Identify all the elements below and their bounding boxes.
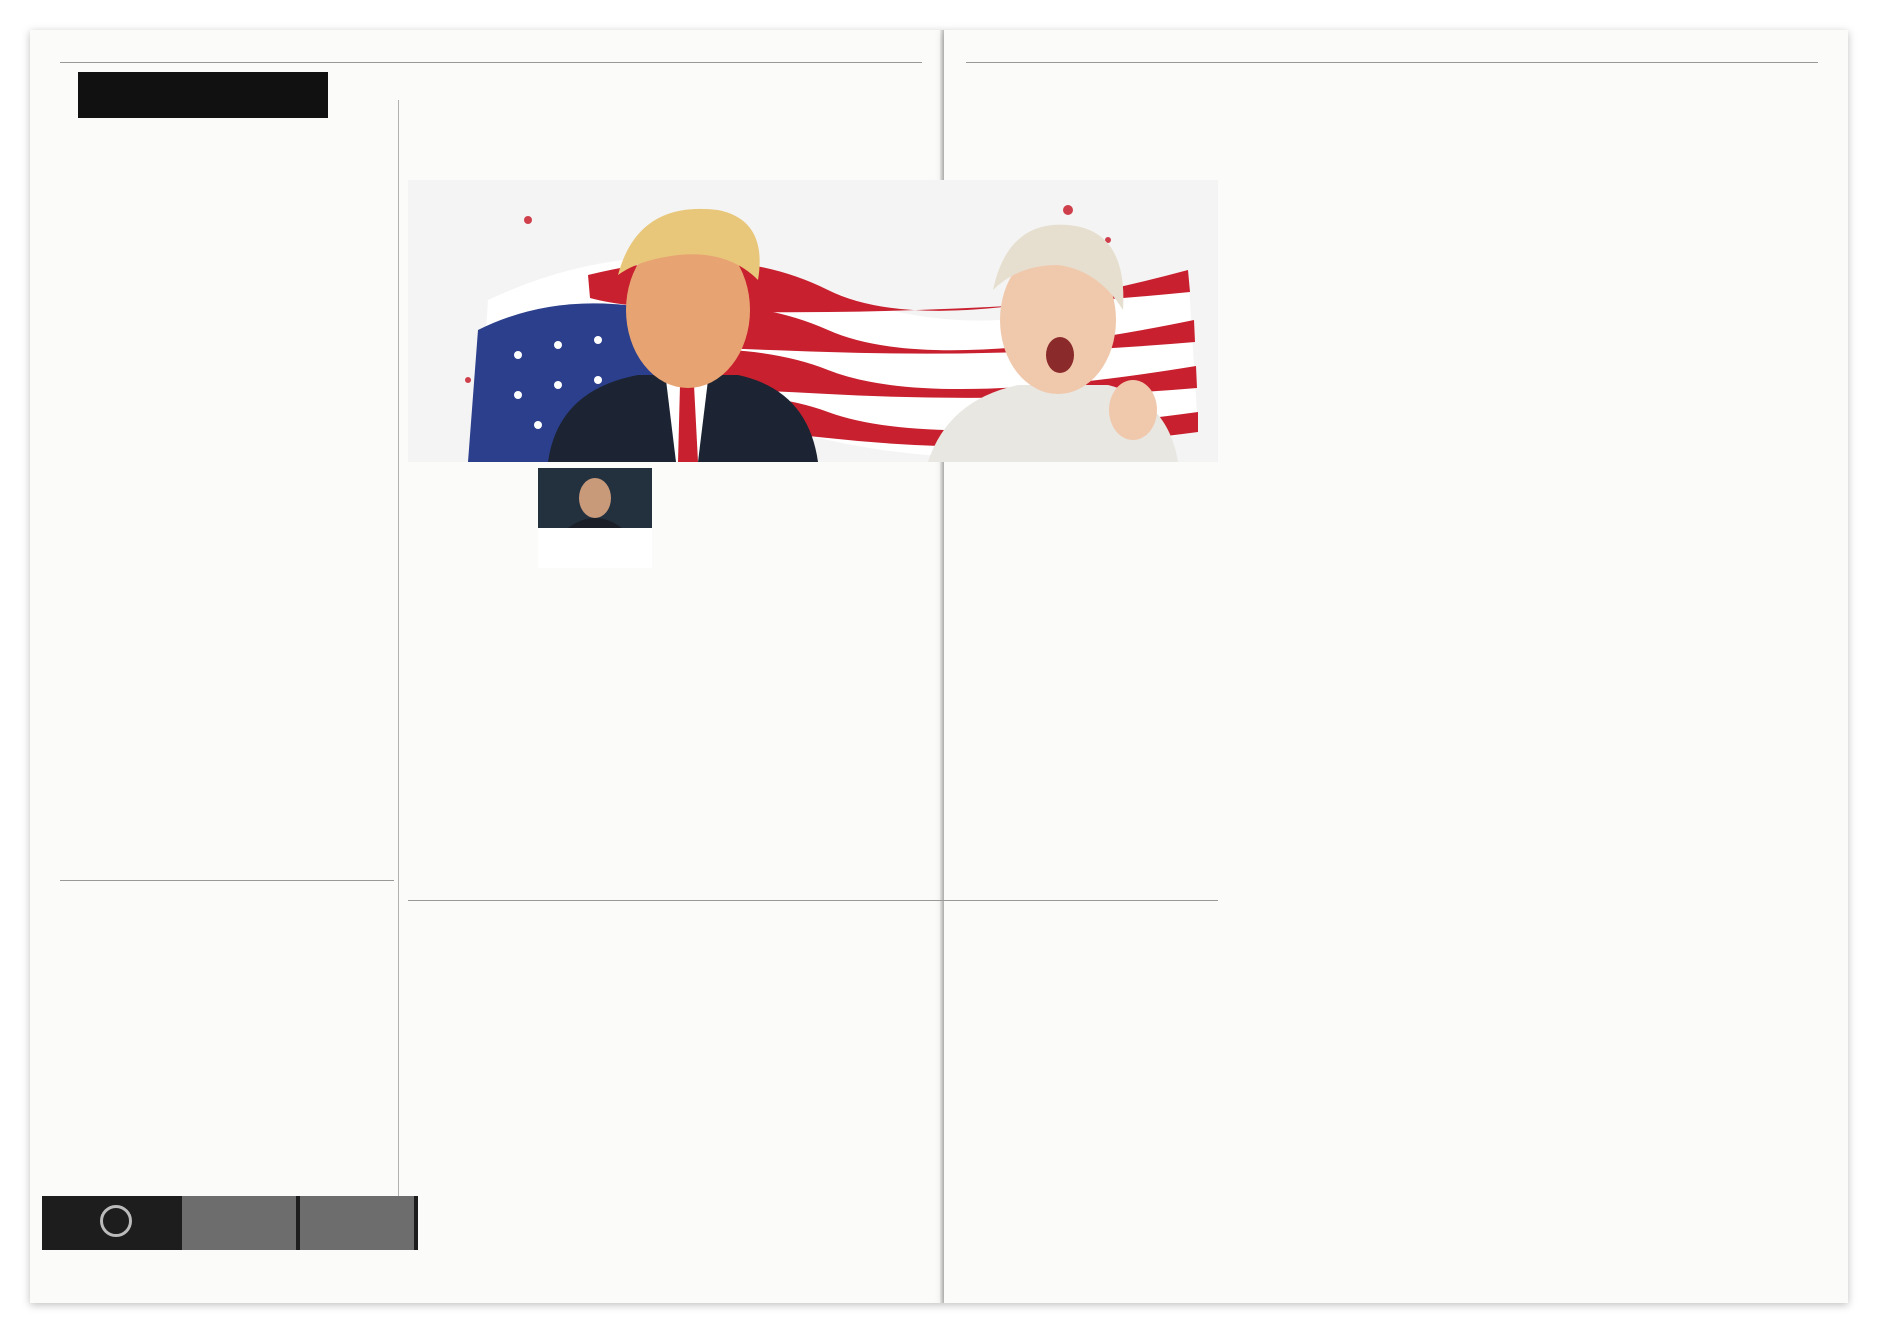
column-rule (398, 100, 399, 1250)
hero-illustration (408, 180, 1218, 462)
toohey-byline (538, 468, 652, 568)
feature-column-2 (538, 572, 652, 764)
road-deaths-last-year (300, 1196, 414, 1250)
masthead-logo (78, 72, 328, 118)
america-column-2 (236, 928, 388, 1192)
feature-column-5 (1120, 468, 1242, 764)
editorial-column-1 (72, 294, 224, 874)
left-top-rule (60, 62, 922, 63)
section-rule (408, 900, 1218, 901)
author-avatar (538, 468, 652, 528)
feature-column-4 (990, 468, 1112, 764)
towards-zero-logo (48, 1196, 168, 1250)
feature-column-1 (408, 468, 530, 764)
zero-ring-icon (100, 1205, 132, 1237)
editorial-column-2 (236, 294, 388, 874)
right-top-rule (966, 62, 1818, 63)
feature-column-3 (660, 468, 782, 764)
road-deaths-this-year (182, 1196, 296, 1250)
section-rule (60, 880, 394, 881)
america-column-1 (72, 928, 224, 1192)
flag-portraits-image (408, 180, 1218, 462)
towards-zero-panel (42, 1196, 418, 1250)
